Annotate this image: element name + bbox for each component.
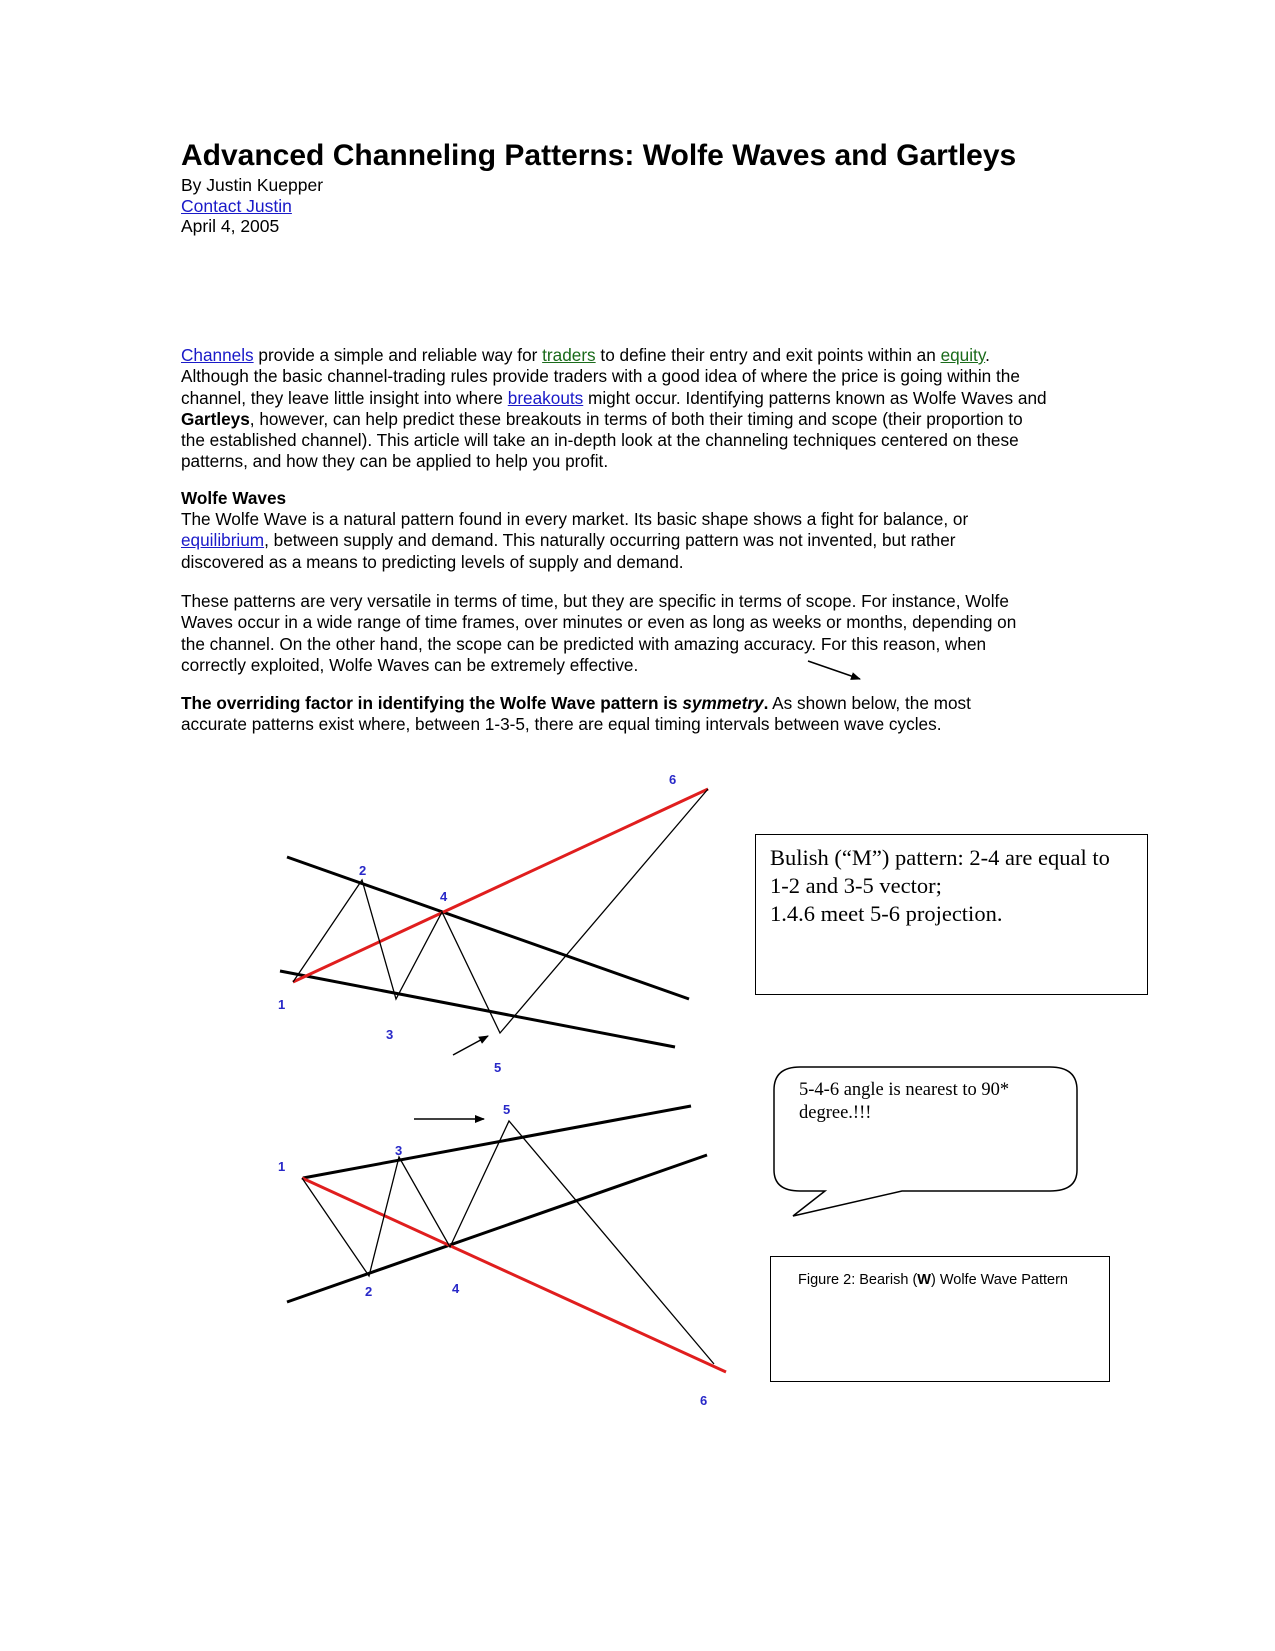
byline: By Justin Kuepper (181, 175, 324, 195)
upper-channel-line (303, 1106, 691, 1178)
trend-line-1-4-6 (293, 789, 708, 982)
wolfe-p1-text-b: , between supply and demand. This naturally occurring pattern was not invented, but rather discovered as a means to predicting levels of supply and demand. (181, 530, 956, 572)
bearish-label-3: 3 (395, 1143, 403, 1158)
wolfe-p3-rest: As shown below, the most accurate patterns exist where, between 1-3-5, there are equal timing intervals between wave cycles. (181, 693, 971, 735)
upper-channel-line (287, 857, 689, 999)
intro-text-5: , however, can help predict these breakouts in terms of both their timing and scope (their proportion to the established channel). This article will take an in-depth look at the channeling techniques centered on these patterns, and how they can be applied to help you profit. (181, 408, 1023, 472)
intro-text-1: provide a simple and reliable way for (253, 345, 543, 365)
intro-text-3: . Although the basic channel-trading rules provide traders with a good idea of where the price is going within the channel, they leave little insight into where (181, 345, 1020, 408)
callout-text: 5-4-6 angle is nearest to 90* degree.!!! (799, 1080, 1010, 1123)
wolfe-p1-text-a: The Wolfe Wave is a natural pattern found in every market. Its basic shape shows a fight for balance, or (181, 509, 969, 529)
contact-justin-link[interactable]: Contact Justin (181, 196, 292, 216)
caption-bold: W (917, 1272, 931, 1288)
bullish-label-4: 4 (440, 889, 448, 904)
bullish-note-line-1: Bulish (“M”) pattern: 2-4 are equal to 1-2 and 3-5 vector; (770, 845, 1110, 898)
figure-caption-box (770, 1256, 1110, 1382)
pointer-arrow-point-5 (453, 1036, 488, 1055)
bearish-label-5: 5 (503, 1102, 511, 1117)
channels-link[interactable]: Channels (181, 345, 254, 365)
bullish-label-1: 1 (278, 997, 286, 1012)
bullish-label-5: 5 (494, 1060, 502, 1075)
wolfe-p3-bold-end: . (763, 693, 769, 713)
bullish-note-box (755, 834, 1148, 995)
equity-link[interactable]: equity (940, 345, 986, 365)
wolfe-p3-bold: The overriding factor in identifying the Wolfe Wave pattern is (181, 693, 683, 713)
wolfe-heading: Wolfe Waves (181, 488, 287, 508)
bearish-label-4: 4 (452, 1281, 460, 1296)
gartleys-bold: Gartleys (181, 408, 250, 429)
intro-text-4: might occur. Identifying patterns known as Wolfe Waves and (583, 387, 1047, 408)
wave-path-bullish (293, 789, 708, 1033)
bullish-label-2: 2 (359, 863, 367, 878)
wolfe-paragraph-2: These patterns are very versatile in terms of time, but they are specific in terms of scope. For instance, Wolfe Waves occur in a wide range of time frames, over minutes or even as long as weeks or months, depending on the channel. On the other hand, the scope can be predicted with amazing accuracy. For this reason, when correctly exploited, Wolfe Waves can be extremely effective. (181, 591, 1017, 675)
equilibrium-link[interactable]: equilibrium (181, 530, 265, 551)
wave-path-bearish (302, 1121, 714, 1364)
bearish-label-6: 6 (700, 1393, 708, 1408)
caption-prefix: Figure 2: Bearish ( (798, 1272, 918, 1288)
bullish-label-3: 3 (386, 1027, 394, 1042)
bearish-pattern-diagram (278, 1102, 726, 1408)
bullish-note-line-2: 1.4.6 meet 5-6 projection. (770, 901, 1003, 926)
article-date: April 4, 2005 (181, 216, 280, 236)
pointer-arrow-text (808, 661, 860, 679)
bullish-label-6: 6 (669, 772, 677, 787)
bullish-pattern-diagram (278, 772, 708, 1075)
breakouts-link[interactable]: breakouts (507, 387, 584, 408)
intro-text-2: to define their entry and exit points within an (595, 345, 941, 365)
traders-link[interactable]: traders (542, 345, 596, 365)
symmetry-emphasis: symmetry (682, 693, 764, 713)
bearish-label-2: 2 (365, 1284, 373, 1299)
lower-channel-line (280, 971, 675, 1047)
bearish-label-1: 1 (278, 1159, 286, 1174)
caption-suffix: ) Wolfe Wave Pattern (930, 1272, 1068, 1288)
article-title: Advanced Channeling Patterns: Wolfe Waves and Gartleys (181, 139, 1017, 172)
lower-channel-line (287, 1155, 707, 1302)
